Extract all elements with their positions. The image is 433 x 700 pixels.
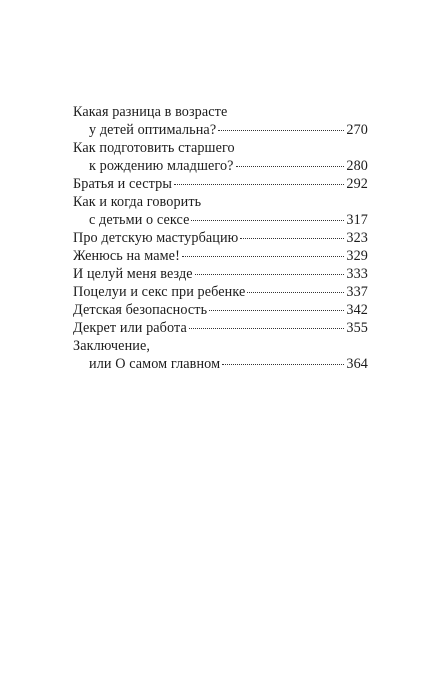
toc-entry [73, 283, 368, 301]
toc-entry-last-line [73, 355, 368, 373]
toc-entry-last-line [73, 283, 368, 301]
toc-entry-title: Как подготовить старшего [73, 140, 235, 156]
toc-entry [73, 301, 368, 319]
toc-entry [73, 319, 368, 337]
toc-entry-last-line [73, 157, 368, 175]
toc-entry-title-continued: к рождению младшего? [89, 158, 234, 174]
toc-page-number: 364 [346, 356, 368, 372]
dot-leader [240, 238, 344, 239]
toc-page-number: 342 [346, 302, 368, 318]
toc-entry-last-line [73, 175, 368, 193]
dot-leader [236, 166, 345, 167]
toc-page-number: 355 [346, 320, 368, 336]
toc-entry-title-continued: с детьми о сексе [89, 212, 190, 228]
toc-page-number: 329 [346, 248, 368, 264]
toc-entry-last-line [73, 121, 368, 139]
toc-page-number: 333 [346, 266, 368, 282]
toc-entry-last-line [73, 247, 368, 265]
dot-leader [191, 220, 344, 221]
toc-page-number: 337 [346, 284, 368, 300]
dot-leader [189, 328, 345, 329]
toc-entry-title-line [73, 337, 368, 355]
dot-leader [222, 364, 344, 365]
toc-entry-title: Какая разница в возрасте [73, 104, 228, 120]
dot-leader [182, 256, 344, 257]
toc-entry [73, 139, 368, 175]
dot-leader [195, 274, 345, 275]
toc-entry [73, 265, 368, 283]
toc-page-number: 292 [346, 176, 368, 192]
dot-leader [209, 310, 344, 311]
toc-entry-title-continued: или О самом главном [89, 356, 221, 372]
toc-entry-title: И целуй меня везде [73, 266, 193, 282]
toc-entry-title: Поцелуи и секс при ребенке [73, 284, 246, 300]
toc-entry-title: Братья и сестры [73, 176, 172, 192]
toc-entry [73, 175, 368, 193]
toc-entry-last-line [73, 319, 368, 337]
toc-entry-last-line [73, 301, 368, 319]
toc-entry [73, 103, 368, 139]
toc-entry [73, 229, 368, 247]
toc-entry [73, 247, 368, 265]
dot-leader [218, 130, 344, 131]
toc-entry-title: Декрет или работа [73, 320, 187, 336]
toc-entry-title: Про детскую мастурбацию [73, 230, 239, 246]
toc-entry-last-line [73, 229, 368, 247]
toc-page-number: 323 [346, 230, 368, 246]
toc-entry-last-line [73, 265, 368, 283]
toc-entry-title: Детская безопасность [73, 302, 208, 318]
toc-entry-title-line [73, 103, 368, 121]
toc-entry-title-line [73, 193, 368, 211]
toc-entry-title-line [73, 139, 368, 157]
dot-leader [247, 292, 344, 293]
toc-entry-title: Заключение, [73, 338, 150, 354]
toc-page-number: 270 [346, 122, 368, 138]
toc-entry [73, 193, 368, 229]
table-of-contents [73, 103, 368, 373]
toc-entry [73, 337, 368, 373]
toc-entry-title: Женюсь на маме! [73, 248, 180, 264]
toc-page-number: 280 [346, 158, 368, 174]
toc-page-number: 317 [346, 212, 368, 228]
dot-leader [174, 184, 344, 185]
toc-entry-title-continued: у детей оптимальна? [89, 122, 217, 138]
toc-entry-last-line [73, 211, 368, 229]
toc-entry-title: Как и когда говорить [73, 194, 202, 210]
